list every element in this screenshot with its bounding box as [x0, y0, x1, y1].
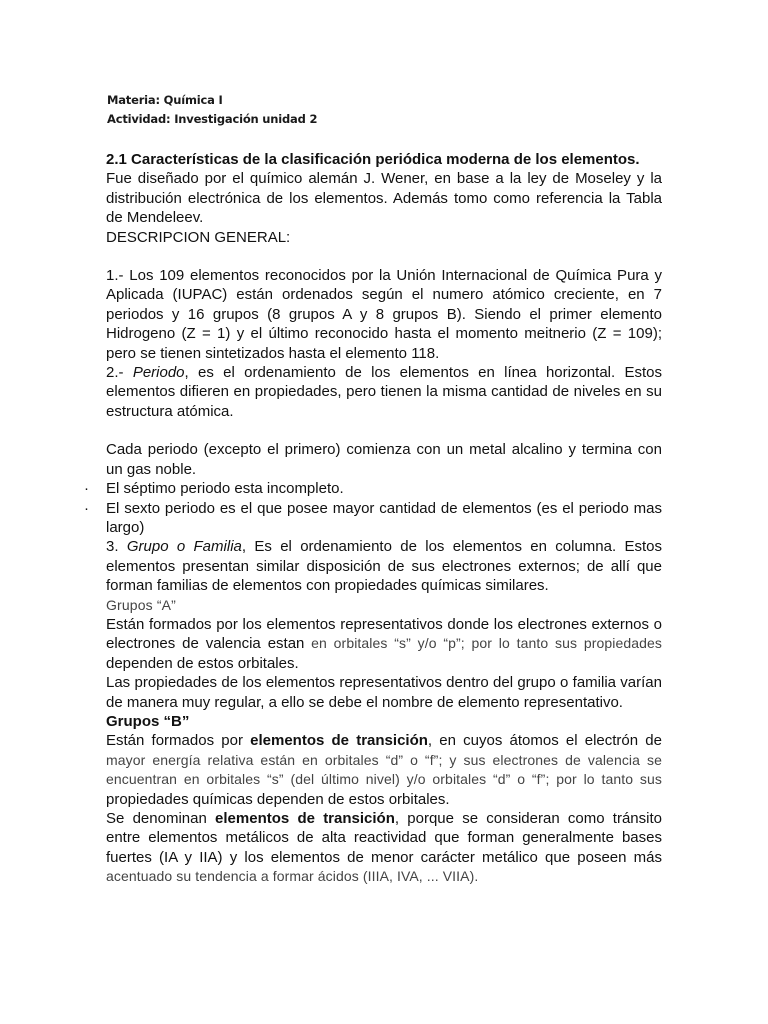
item-3-prefix: 3.: [106, 538, 127, 556]
groups-b-heading: Grupos “B”: [106, 712, 190, 730]
bullet-icon: ·: [84, 480, 89, 498]
item-2-paragraph: [106, 363, 662, 421]
transition-elements-term-2: elementos de transición: [215, 810, 395, 827]
general-description-heading: DESCRIPCION GENERAL:: [106, 228, 291, 246]
bullet-text: El sexto periodo es el que posee mayor cantidad de elementos (es el periodo mas largo): [106, 499, 662, 536]
transition-elements-term: elementos de transición: [250, 732, 428, 750]
groups-b-text-mid: , en cuyos átomos el electrón de: [427, 732, 662, 750]
subject-line: Materia: Química I: [107, 93, 223, 107]
groups-a-text: Están formados por los elementos representativos donde los electrones externos o electrones de valencia estan: [106, 615, 662, 653]
groups-b-text: Están formados por: [106, 732, 251, 750]
document-body: [84, 150, 662, 887]
item-2-text: , es el ordenamiento de los elementos en línea horizontal. Estos elementos difieren en propiedades, pero tienen la misma cantidad de niveles en su estructura atómica.: [106, 364, 662, 420]
bullet-icon: ·: [84, 499, 89, 517]
list-item: [84, 479, 662, 498]
groups-b-text-end: propiedades químicas dependen de estos orbitales.: [106, 790, 450, 808]
item-1-paragraph: 1.- Los 109 elementos reconocidos por la Unión Internacional de Química Pura y Aplicada (IUPAC) están ordenados según el numero atómico creciente, en 7 periodos y 16 grupos (8 grupos A y 8 grupos B). Siendo el primer elemento Hidrogeno (Z = 1) y el último reconocido hasta el momento meitnerio (Z = 109); pero se tienen sintetizados hasta el elemento 118.: [106, 267, 662, 362]
activity-line: Actividad: Investigación unidad 2: [107, 112, 318, 126]
intro-paragraph: Fue diseñado por el químico alemán J. Wener, en base a la ley de Moseley y la distribución electrónica de los elementos. Además tomo como referencia la Tabla de Mendeleev.: [106, 170, 662, 227]
bullet-text: El séptimo periodo esta incompleto.: [106, 480, 344, 498]
groups-a-paragraph-2: Las propiedades de los elementos representativos dentro del grupo o familia varían de manera muy regular, a ello se debe el nombre de elemento representativo.: [106, 674, 662, 711]
groups-b-p2-mid: , porque se consideran como tránsito entre elementos metálicos de alta reactividad que forman generalmente bases fuertes (IA y IIA) y los elementos de menor carácter metálico que poseen más: [106, 810, 662, 866]
item-3-term: Grupo o Familia: [126, 538, 242, 556]
groups-b-paragraph-1: [106, 731, 662, 809]
item-3-text: , Es el ordenamiento de los elementos en columna. Estos elementos presentan similar disposición de sus electrones externos; de allí que forman familias de elementos con propiedades químicas similares.: [106, 538, 662, 595]
groups-b-p2-light: acentuado su tendencia a formar ácidos (IIIA, IVA, ... VIIA).: [106, 868, 479, 885]
groups-a-text-end: dependen de estos orbitales.: [106, 654, 299, 672]
period-note-paragraph: Cada periodo (excepto el primero) comienza con un metal alcalino y termina con un gas noble.: [106, 441, 662, 478]
list-item: [84, 499, 662, 538]
item-2-prefix: 2.-: [106, 364, 133, 382]
groups-b-light-text: mayor energía relativa están en orbitales “d” o “f”; y sus electrones de valencia se encuentran en orbitales “s” (del último nivel) y/o orbitales “d” o “f”; por lo tanto sus: [106, 751, 662, 788]
groups-a-light-text: en orbitales “s” y/o “p”; por lo tanto sus propiedades: [304, 635, 662, 652]
groups-a-paragraph-1: [106, 615, 662, 673]
groups-b-p2-text: Se denominan: [106, 810, 216, 827]
section-title: 2.1 Características de la clasificación periódica moderna de los elementos.: [106, 151, 640, 168]
groups-a-heading: Grupos “A”: [106, 596, 176, 613]
groups-b-paragraph-2: [106, 809, 662, 887]
item-2-term: Periodo: [132, 364, 185, 382]
item-3-paragraph: [106, 537, 662, 595]
